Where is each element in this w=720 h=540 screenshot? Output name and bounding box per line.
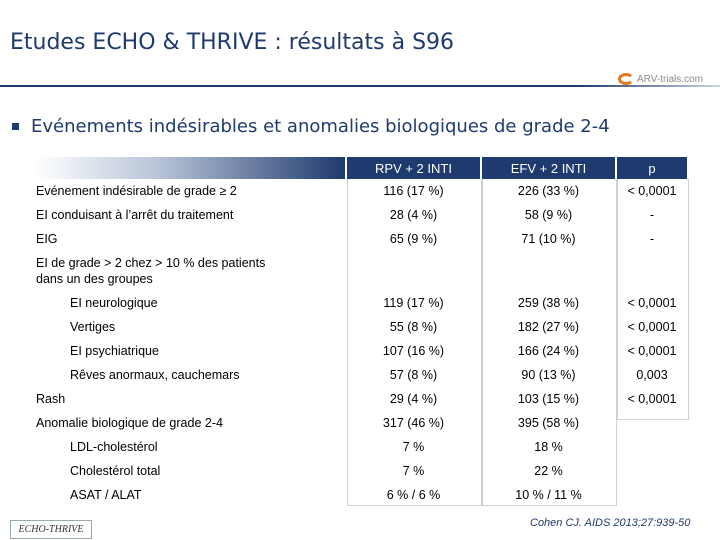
section-heading-text: Evénements indésirables et anomalies biologiques de grade 2-4 — [31, 116, 610, 137]
row-label-ei-group-line1: EI de grade > 2 chez > 10 % des patients — [36, 256, 266, 270]
row-label-reves: Rêves anormaux, cauchemars — [70, 368, 240, 382]
column-efv-box — [482, 179, 617, 506]
cell-rpv-12: 6 % / 6 % — [386, 488, 441, 502]
row-label-ei-arret: EI conduisant à l’arrêt du traitement — [36, 208, 234, 222]
cell-p-4: < 0,0001 — [627, 296, 677, 310]
cell-efv-8: 103 (15 %) — [517, 392, 580, 406]
row-label-rash: Rash — [36, 392, 66, 406]
row-label-ei-neuro: EI neurologique — [70, 296, 158, 310]
row-label-cholesterol: Cholestérol total — [70, 464, 161, 478]
cell-efv-6: 166 (24 %) — [517, 344, 580, 358]
cell-rpv-9: 317 (46 %) — [382, 416, 445, 430]
arv-trials-logo — [618, 68, 718, 90]
cell-efv-2: 71 (10 %) — [521, 232, 576, 246]
cell-rpv-7: 57 (8 %) — [389, 368, 438, 382]
row-label-asat-alat: ASAT / ALAT — [70, 488, 142, 502]
cell-efv-1: 58 (9 %) — [524, 208, 573, 222]
cell-efv-4: 259 (38 %) — [517, 296, 580, 310]
cell-p-1: - — [649, 208, 655, 222]
section-heading — [12, 116, 610, 137]
cell-efv-12: 10 % / 11 % — [515, 488, 582, 502]
row-label-ldl: LDL-cholestérol — [70, 440, 158, 454]
cell-rpv-2: 65 (9 %) — [389, 232, 438, 246]
page-title: Etudes ECHO & THRIVE : résultats à S96 — [10, 30, 455, 55]
cell-rpv-8: 29 (4 %) — [389, 392, 438, 406]
study-label-box: ECHO-THRIVE — [10, 520, 92, 539]
citation: Cohen CJ. AIDS 2013;27:939-50 — [530, 517, 691, 529]
row-label-ei-psy: EI psychiatrique — [70, 344, 159, 358]
cell-rpv-5: 55 (8 %) — [389, 320, 438, 334]
cell-rpv-6: 107 (16 %) — [382, 344, 445, 358]
table-header-gradient — [33, 157, 345, 179]
row-label-ei-group-line2: dans un des groupes — [36, 272, 153, 286]
row-label-anomalie-bio: Anomalie biologique de grade 2-4 — [36, 416, 223, 430]
logo-swirl-icon — [618, 73, 634, 85]
cell-efv-9: 395 (58 %) — [517, 416, 580, 430]
title-divider — [0, 85, 720, 87]
column-rpv-box — [347, 179, 482, 506]
header-efv: EFV + 2 INTI — [482, 157, 615, 179]
header-p: p — [617, 157, 687, 179]
cell-rpv-0: 116 (17 %) — [383, 184, 444, 198]
cell-rpv-1: 28 (4 %) — [389, 208, 438, 222]
cell-rpv-10: 7 % — [402, 440, 425, 454]
cell-efv-7: 90 (13 %) — [521, 368, 576, 382]
cell-rpv-4: 119 (17 %) — [383, 296, 444, 310]
cell-efv-10: 18 % — [534, 440, 563, 454]
cell-efv-5: 182 (27 %) — [517, 320, 580, 334]
cell-p-5: < 0,0001 — [627, 320, 677, 334]
cell-efv-0: 226 (33 %) — [517, 184, 580, 198]
cell-p-7: 0,003 — [636, 368, 668, 382]
cell-p-2: - — [649, 232, 655, 246]
cell-p-0: < 0,0001 — [627, 184, 677, 198]
cell-p-6: < 0,0001 — [627, 344, 677, 358]
cell-rpv-11: 7 % — [402, 464, 425, 478]
cell-p-8: < 0,0001 — [627, 392, 677, 406]
cell-efv-11: 22 % — [534, 464, 563, 478]
row-label-vertiges: Vertiges — [70, 320, 116, 334]
row-label-ei-grade2: Evénement indésirable de grade ≥ 2 — [36, 184, 237, 198]
row-label-eig: EIG — [36, 232, 58, 246]
header-rpv: RPV + 2 INTI — [347, 157, 480, 179]
logo-text: ARV-trials.com — [637, 73, 703, 85]
bullet-square-icon — [12, 123, 19, 130]
